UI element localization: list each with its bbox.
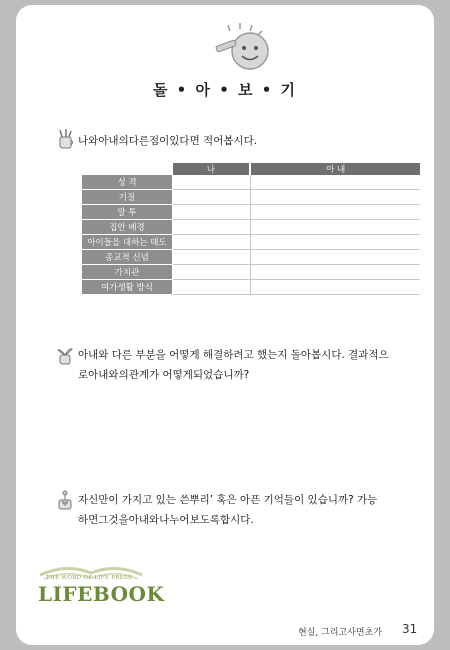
table-row bbox=[82, 250, 420, 265]
answer-cell-wife[interactable] bbox=[250, 205, 420, 220]
answer-cell-me[interactable] bbox=[173, 205, 251, 220]
question-2-line-2: 로아내와의관계가 어떻게되었습니까? bbox=[78, 369, 250, 381]
row-label: 집안 배경 bbox=[82, 220, 173, 235]
row-label: 말 투 bbox=[82, 205, 173, 220]
answer-cell-wife[interactable] bbox=[250, 175, 420, 190]
row-label: 종교적 신념 bbox=[82, 250, 173, 265]
row-label: 성 격 bbox=[82, 175, 173, 190]
table-row bbox=[82, 220, 420, 235]
table-row bbox=[82, 175, 420, 190]
answer-cell-wife[interactable] bbox=[250, 280, 420, 295]
page-number: 31 bbox=[402, 622, 418, 636]
heart-pot-icon bbox=[56, 490, 74, 510]
publisher-tagline: THE WORD OF LIFE PRESS bbox=[46, 575, 133, 581]
question-1 bbox=[78, 131, 418, 151]
question-2 bbox=[78, 345, 418, 385]
answer-cell-me[interactable] bbox=[173, 190, 251, 205]
answer-cell-wife[interactable] bbox=[250, 265, 420, 280]
table-row bbox=[82, 205, 420, 220]
question-3-line-1: 자신만이 가지고 있는 쓴뿌리’ 혹은 아픈 기억들이 있습니까? 가능 bbox=[78, 494, 378, 506]
table-row bbox=[82, 265, 420, 280]
comparison-table bbox=[82, 163, 420, 295]
row-label: 여가생활 방식 bbox=[82, 280, 173, 295]
table-header-wife: 아 내 bbox=[250, 163, 420, 175]
answer-cell-wife[interactable] bbox=[250, 190, 420, 205]
answer-cell-wife[interactable] bbox=[250, 250, 420, 265]
publisher-logo-text: LIFEBOOK bbox=[38, 582, 165, 606]
table-row bbox=[82, 235, 420, 250]
pencil-cup-icon bbox=[56, 129, 74, 149]
sun-icon bbox=[212, 21, 276, 77]
table-row bbox=[82, 280, 420, 295]
table-header-blank bbox=[82, 163, 173, 175]
answer-cell-wife[interactable] bbox=[250, 220, 420, 235]
row-label: 가치관 bbox=[82, 265, 173, 280]
table-header-row bbox=[82, 163, 420, 175]
table-row bbox=[82, 190, 420, 205]
answer-cell-me[interactable] bbox=[173, 220, 251, 235]
question-2-line-1: 아내와 다른 부분을 어떻게 해결하려고 했는지 돌아봅시다. 결과적으 bbox=[78, 349, 389, 361]
question-3 bbox=[78, 490, 418, 530]
page bbox=[16, 5, 434, 645]
answer-cell-me[interactable] bbox=[173, 250, 251, 265]
answer-cell-me[interactable] bbox=[173, 280, 251, 295]
table-header-me: 나 bbox=[173, 163, 251, 175]
footer-text: 현실, 그리고사면초가 bbox=[298, 628, 382, 638]
plant-cup-icon bbox=[56, 345, 74, 365]
answer-cell-wife[interactable] bbox=[250, 235, 420, 250]
answer-cell-me[interactable] bbox=[173, 235, 251, 250]
answer-cell-me[interactable] bbox=[173, 175, 251, 190]
answer-cell-me[interactable] bbox=[173, 265, 251, 280]
page-title: 돌 • 아 • 보 • 기 bbox=[152, 81, 298, 99]
row-label: 기질 bbox=[82, 190, 173, 205]
question-1-text: 나와아내의다른점이있다면 적어봅시다. bbox=[78, 135, 258, 147]
question-3-line-2: 하면그것을아내와나누어보도록합시다. bbox=[78, 514, 254, 526]
row-label: 아이들을 대하는 태도 bbox=[82, 235, 173, 250]
